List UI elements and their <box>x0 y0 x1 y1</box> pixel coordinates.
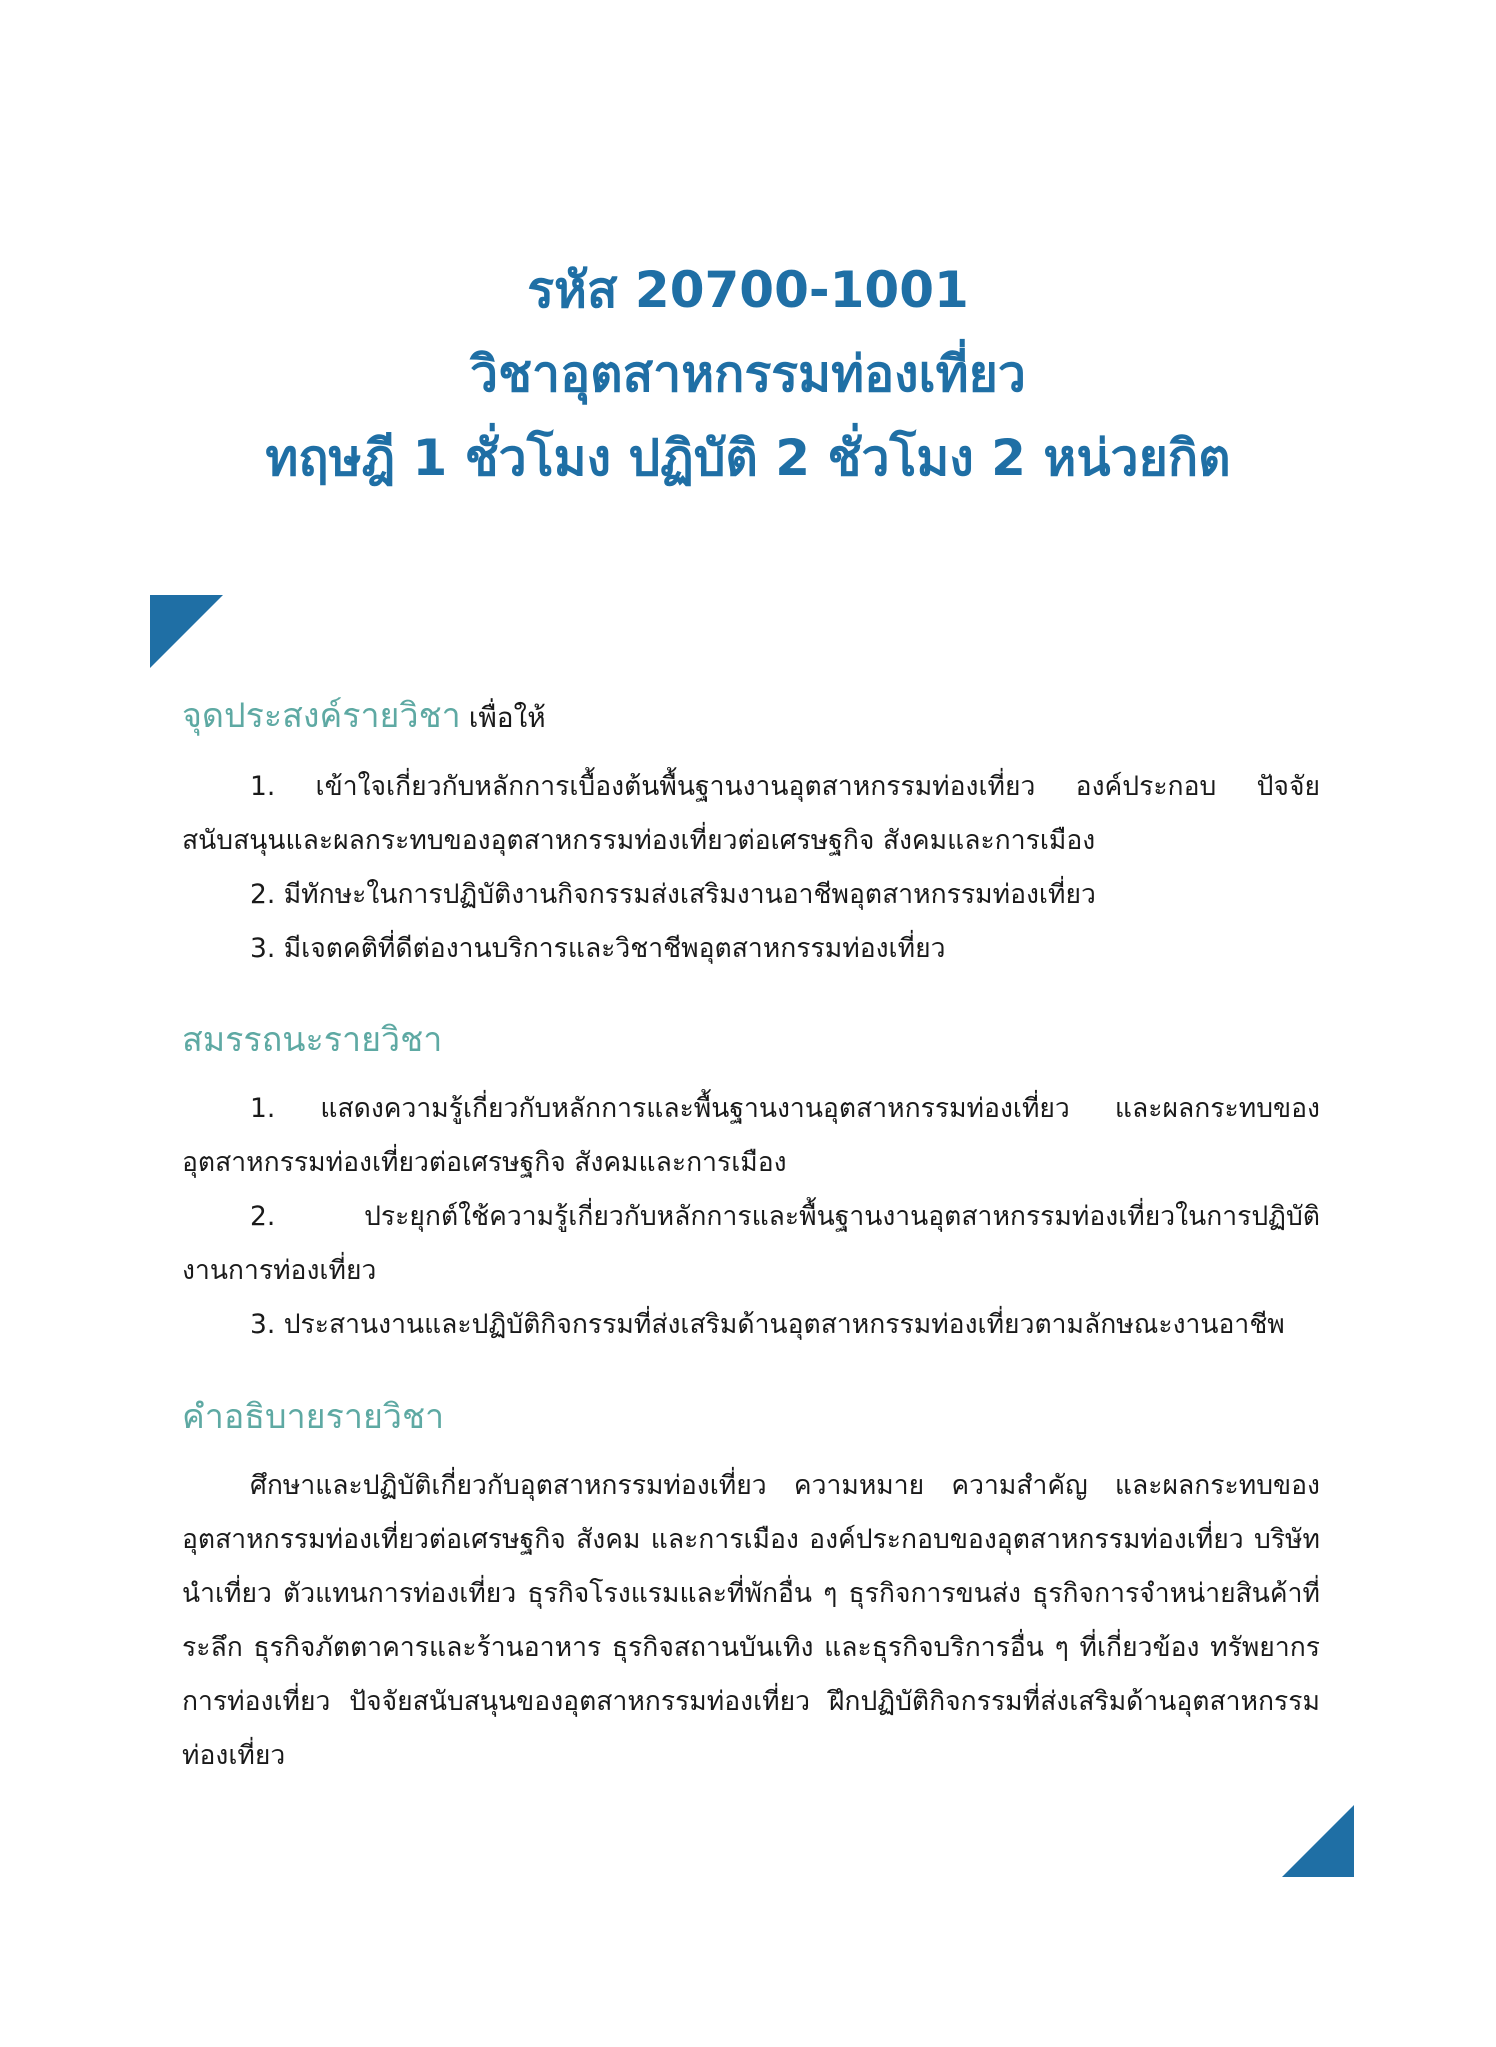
page-header <box>0 248 1496 500</box>
competency-item: 2. ประยุกต์ใช้ความรู้เกี่ยวกับหลักการและพื้นฐานงานอุตสาหกรรมท่องเที่ยวในการปฏิบัติงานการท่องเที่ยว <box>182 1201 1320 1286</box>
course-hours: ทฤษฎี 1 ชั่วโมง ปฏิบัติ 2 ชั่วโมง 2 หน่วยกิต <box>265 429 1231 487</box>
objectives-heading <box>182 692 1320 742</box>
competency-item: 3. ประสานงานและปฏิบัติกิจกรรมที่ส่งเสริมด้านอุตสาหกรรมท่องเที่ยวตามลักษณะงานอาชีพ <box>250 1309 1285 1340</box>
description-heading: คำอธิบายรายวิชา <box>182 1397 445 1437</box>
objectives-heading-suffix: เพื่อให้ <box>468 701 546 734</box>
corner-triangle-decoration <box>1282 1805 1354 1877</box>
objective-item: 1. เข้าใจเกี่ยวกับหลักการเบื้องต้นพื้นฐานงานอุตสาหกรรมท่องเที่ยว องค์ประกอบ ปัจจัยสนับสนุนและผลกระทบของอุตสาหกรรมท่องเที่ยวต่อเศรษฐกิจ สังคมและการเมือง <box>182 771 1320 856</box>
description-section <box>182 1393 1320 1783</box>
corner-triangle-decoration <box>150 595 223 668</box>
competencies-section <box>182 1016 1320 1352</box>
course-title: วิชาอุตสาหกรรมท่องเที่ยว <box>470 345 1026 403</box>
competencies-heading: สมรรถนะรายวิชา <box>182 1020 443 1060</box>
objective-item: 2. มีทักษะในการปฏิบัติงานกิจกรรมส่งเสริมงานอาชีพอุตสาหกรรมท่องเที่ยว <box>250 879 1096 910</box>
objective-item: 3. มีเจตคติที่ดีต่องานบริการและวิชาชีพอุตสาหกรรมท่องเที่ยว <box>250 933 946 964</box>
competency-item: 1. แสดงความรู้เกี่ยวกับหลักการและพื้นฐานงานอุตสาหกรรมท่องเที่ยว และผลกระทบของอุตสาหกรรมท่องเที่ยวต่อเศรษฐกิจ สังคมและการเมือง <box>182 1093 1320 1178</box>
description-text: ศึกษาและปฏิบัติเกี่ยวกับอุตสาหกรรมท่องเที่ยว ความหมาย ความสำคัญ และผลกระทบของอุตสาหกรรมท่องเที่ยวต่อเศรษฐกิจ สังคม และการเมือง องค์ประกอบของอุตสาหกรรมท่องเที่ยว บริษัทนำเที่ยว ตัวแทนการท่องเที่ยว ธุรกิจโรงแรมและที่พักอื่น ๆ ธุรกิจการขนส่ง ธุรกิจการจำหน่ายสินค้าที่ระลึก ธุรกิจภัตตาคารและร้านอาหาร ธุรกิจสถานบันเทิง และธุรกิจบริการอื่น ๆ ที่เกี่ยวข้อง ทรัพยากรการท่องเที่ยว ปัจจัยสนับสนุนของอุตสาหกรรมท่องเที่ยว ฝึกปฏิบัติกิจกรรมที่ส่งเสริมด้านอุตสาหกรรมท่องเที่ยว <box>182 1470 1320 1771</box>
course-code: รหัส 20700-1001 <box>527 261 969 319</box>
objectives-heading-text: จุดประสงค์รายวิชา <box>182 696 461 736</box>
objectives-section <box>182 692 1320 976</box>
